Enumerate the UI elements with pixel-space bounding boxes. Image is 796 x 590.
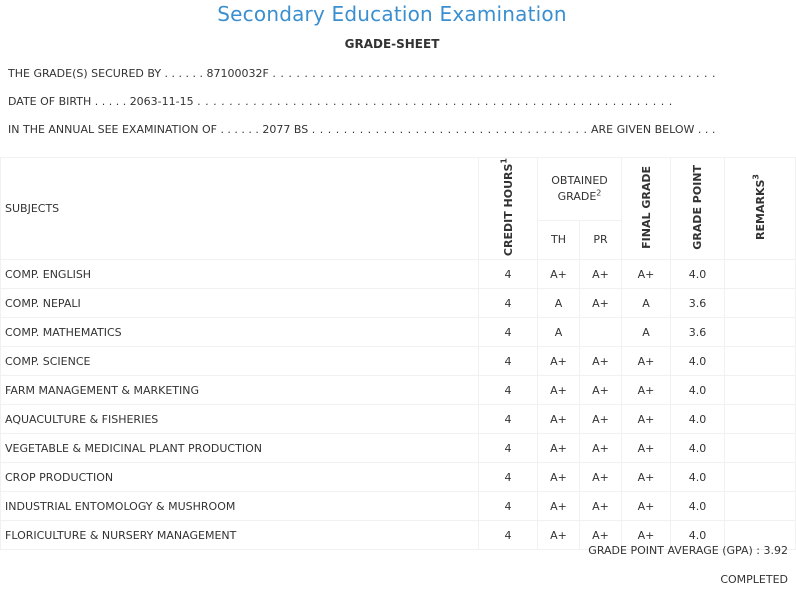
header-subjects-label: SUBJECTS (5, 202, 60, 216)
credit-hours-cell: 4 (479, 289, 538, 318)
remarks-cell (725, 492, 796, 521)
theory-grade-cell: A+ (538, 521, 580, 550)
credit-hours-cell: 4 (479, 318, 538, 347)
credit-hours-cell: 4 (479, 492, 538, 521)
exam-year: 2077 BS (262, 123, 309, 136)
grade-point-cell: 4.0 (671, 434, 725, 463)
table-row (1, 289, 796, 318)
credit-hours-cell: 4 (479, 463, 538, 492)
dob-line (8, 95, 673, 108)
table-row (1, 376, 796, 405)
credit-hours-cell: 4 (479, 521, 538, 550)
final-grade-cell: A+ (622, 492, 671, 521)
header-grade-point-label: GRADE POINT (691, 164, 704, 250)
table-row (1, 260, 796, 289)
page-title: Secondary Education Examination (217, 2, 567, 26)
remarks-cell (725, 347, 796, 376)
header-pr: PR (580, 220, 622, 259)
header-obtained-grade (538, 158, 622, 221)
remarks-cell (725, 260, 796, 289)
grade-point-cell: 4.0 (671, 521, 725, 550)
header-th: TH (538, 220, 580, 259)
practical-grade-cell: A+ (580, 405, 622, 434)
theory-grade-cell: A+ (538, 405, 580, 434)
theory-grade-cell: A+ (538, 434, 580, 463)
final-grade-cell: A+ (622, 260, 671, 289)
header-final-grade (622, 158, 671, 260)
table-row (1, 463, 796, 492)
grade-point-cell: 4.0 (671, 376, 725, 405)
grade-sheet-heading: GRADE-SHEET (344, 37, 440, 51)
remarks-cell (725, 434, 796, 463)
credit-hours-cell: 4 (479, 405, 538, 434)
practical-grade-cell: A+ (580, 463, 622, 492)
grade-point-cell: 4.0 (671, 492, 725, 521)
practical-grade-cell: A+ (580, 376, 622, 405)
exam-line (8, 123, 715, 136)
credit-hours-cell: 4 (479, 260, 538, 289)
grade-table-body (1, 260, 796, 550)
final-grade-cell: A+ (622, 434, 671, 463)
header-final-grade-label: FINAL GRADE (639, 165, 653, 249)
final-grade-cell: A+ (622, 405, 671, 434)
exam-dots: . . . . . . . . . . . . . . . . . . . . . . . . . . . . . . . . . . . (311, 123, 588, 136)
remarks-cell (725, 318, 796, 347)
practical-grade-cell: A+ (580, 492, 622, 521)
subject-cell: CROP PRODUCTION (1, 463, 479, 492)
header-remarks (725, 158, 796, 260)
practical-grade-cell: A+ (580, 347, 622, 376)
final-grade-cell: A+ (622, 521, 671, 550)
final-grade-cell: A (622, 289, 671, 318)
theory-grade-cell: A (538, 318, 580, 347)
table-row (1, 405, 796, 434)
dob-label: DATE OF BIRTH . . . . . (8, 95, 127, 108)
practical-grade-cell: A+ (580, 434, 622, 463)
remarks-cell (725, 289, 796, 318)
remarks-cell (725, 376, 796, 405)
header-grade-point (671, 158, 725, 260)
grade-point-cell: 4.0 (671, 260, 725, 289)
final-grade-cell: A (622, 318, 671, 347)
theory-grade-cell: A+ (538, 463, 580, 492)
theory-grade-cell: A (538, 289, 580, 318)
remarks-cell (725, 463, 796, 492)
date-of-birth: 2063-11-15 (129, 95, 194, 108)
table-row (1, 347, 796, 376)
theory-grade-cell: A+ (538, 347, 580, 376)
theory-grade-cell: A+ (538, 492, 580, 521)
gpa-label: GRADE POINT AVERAGE (GPA) : (588, 544, 760, 557)
dob-dots: . . . . . . . . . . . . . . . . . . . . . . . . . . . . . . . . . . . . . . . . . . . . . . . . . . . . . . . . . . . . (197, 95, 673, 108)
table-row (1, 492, 796, 521)
secured-by-dots: . . . . . . . . . . . . . . . . . . . . . . . . . . . . . . . . . . . . . . . . . . . . . . . . . . . . . . . . (272, 67, 716, 80)
subject-cell: COMP. ENGLISH (1, 260, 479, 289)
subject-cell: INDUSTRIAL ENTOMOLOGY & MUSHROOM (1, 492, 479, 521)
table-row (1, 318, 796, 347)
practical-grade-cell: A+ (580, 521, 622, 550)
subject-cell: AQUACULTURE & FISHERIES (1, 405, 479, 434)
subject-cell: COMP. NEPALI (1, 289, 479, 318)
grade-point-cell: 4.0 (671, 463, 725, 492)
subject-cell: COMP. MATHEMATICS (1, 318, 479, 347)
final-grade-cell: A+ (622, 463, 671, 492)
exam-suffix: ARE GIVEN BELOW . . . (591, 123, 716, 136)
secured-by-line (8, 67, 716, 80)
grade-point-cell: 3.6 (671, 318, 725, 347)
subject-cell: FARM MANAGEMENT & MARKETING (1, 376, 479, 405)
grade-point-cell: 3.6 (671, 289, 725, 318)
remarks-cell (725, 405, 796, 434)
final-grade-cell: A+ (622, 376, 671, 405)
theory-grade-cell: A+ (538, 260, 580, 289)
practical-grade-cell: A+ (580, 289, 622, 318)
practical-grade-cell: A+ (580, 260, 622, 289)
gpa-summary (588, 544, 788, 557)
subject-cell: FLORICULTURE & NURSERY MANAGEMENT (1, 521, 479, 550)
header-subjects (1, 158, 479, 260)
symbol-number: 87100032F (206, 67, 269, 80)
grade-point-cell: 4.0 (671, 347, 725, 376)
credit-hours-cell: 4 (479, 347, 538, 376)
header-credit-hours-label: CREDIT HOURS$^1$ (498, 158, 515, 257)
final-grade-cell: A+ (622, 347, 671, 376)
secured-by-label: THE GRADE(S) SECURED BY . . . . . . (8, 67, 204, 80)
practical-grade-cell (580, 318, 622, 347)
subject-cell: VEGETABLE & MEDICINAL PLANT PRODUCTION (1, 434, 479, 463)
header-credit-hours (479, 158, 538, 260)
exam-label: IN THE ANNUAL SEE EXAMINATION OF . . . . . . (8, 123, 259, 136)
header-obtained-grade-label: OBTAINED GRADE$^2$ (551, 173, 608, 203)
gpa-value: 3.92 (763, 544, 788, 557)
header-remarks-label: REMARKS$^3$ (750, 174, 767, 241)
credit-hours-cell: 4 (479, 376, 538, 405)
subject-cell: COMP. SCIENCE (1, 347, 479, 376)
grade-table-header (1, 158, 796, 260)
result-status: COMPLETED (720, 573, 788, 586)
theory-grade-cell: A+ (538, 376, 580, 405)
table-row (1, 434, 796, 463)
grade-point-cell: 4.0 (671, 405, 725, 434)
credit-hours-cell: 4 (479, 434, 538, 463)
grade-table (0, 157, 796, 550)
